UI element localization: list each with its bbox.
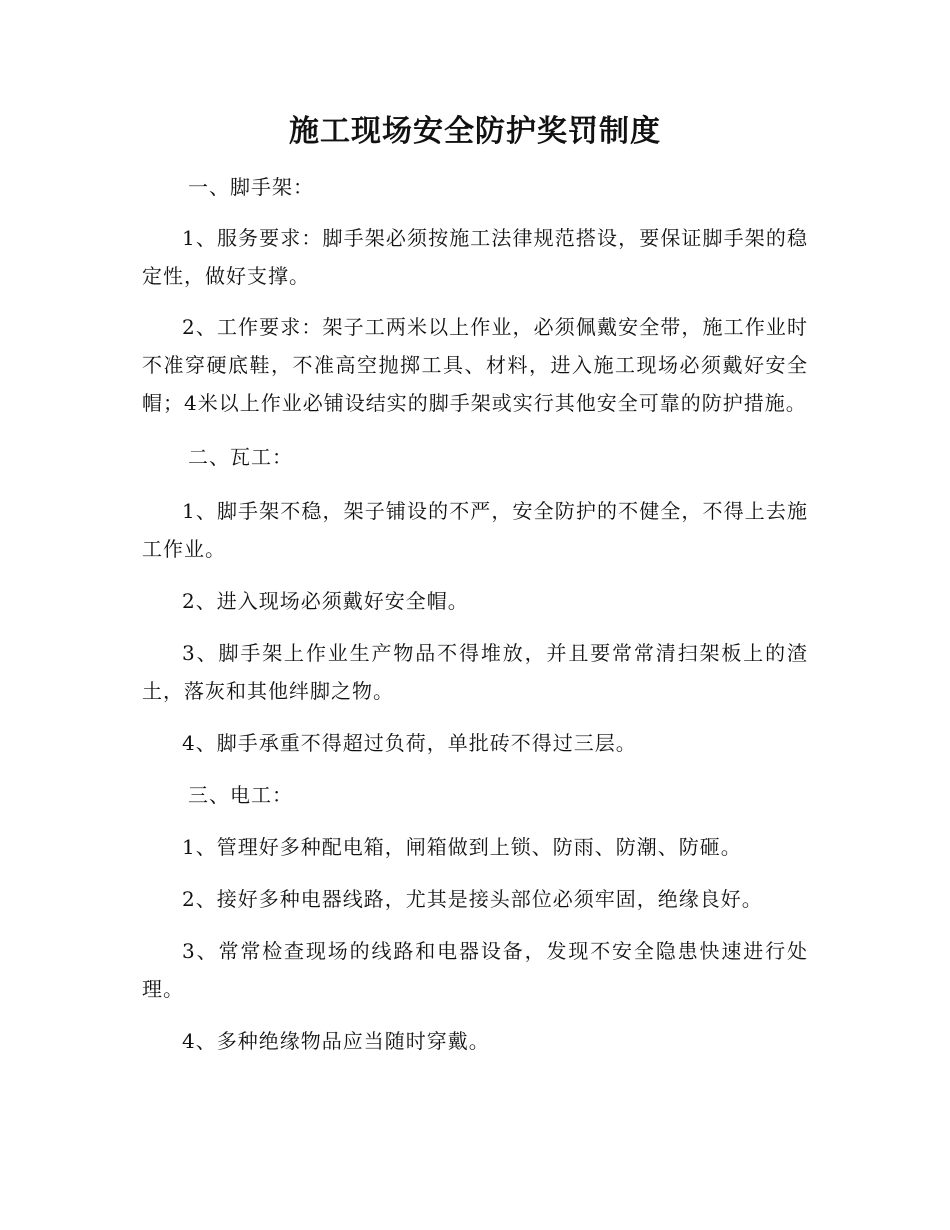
paragraph: 3、脚手架上作业生产物品不得堆放，并且要常常清扫架板上的渣土，落灰和其他绊脚之物。 [142, 641, 808, 703]
document-title: 施工现场安全防护奖罚制度 [289, 114, 661, 149]
paragraph: 3、常常检查现场的线路和电器设备，发现不安全隐患快速进行处理。 [142, 939, 808, 1001]
section-heading-masonry: 二、瓦工： [188, 445, 293, 469]
section-heading-electrician: 三、电工： [188, 783, 293, 807]
paragraph: 2、接好多种电器线路，尤其是接头部位必须牢固，绝缘良好。 [182, 887, 763, 911]
section-heading-scaffold: 一、脚手架： [188, 175, 314, 199]
paragraph: 1、脚手架不稳，架子铺设的不严，安全防护的不健全，不得上去施工作业。 [142, 499, 808, 561]
paragraph: 4、多种绝缘物品应当随时穿戴。 [182, 1029, 490, 1053]
paragraph: 1、管理好多种配电箱，闸箱做到上锁、防雨、防潮、防砸。 [182, 835, 742, 859]
paragraph: 1、服务要求：脚手架必须按施工法律规范搭设，要保证脚手架的稳定性，做好支撑。 [142, 226, 808, 288]
paragraph: 2、进入现场必须戴好安全帽。 [182, 589, 469, 613]
paragraph: 2、工作要求：架子工两米以上作业，必须佩戴安全带，施工作业时不准穿硬底鞋，不准高空抛掷工具、材料，进入施工现场必须戴好安全帽；4米以上作业必铺设结实的脚手架或实行其他安全可靠的防护措施。 [142, 315, 808, 415]
paragraph: 4、脚手承重不得超过负荷，单批砖不得过三层。 [182, 731, 637, 755]
document-body [142, 168, 808, 1060]
